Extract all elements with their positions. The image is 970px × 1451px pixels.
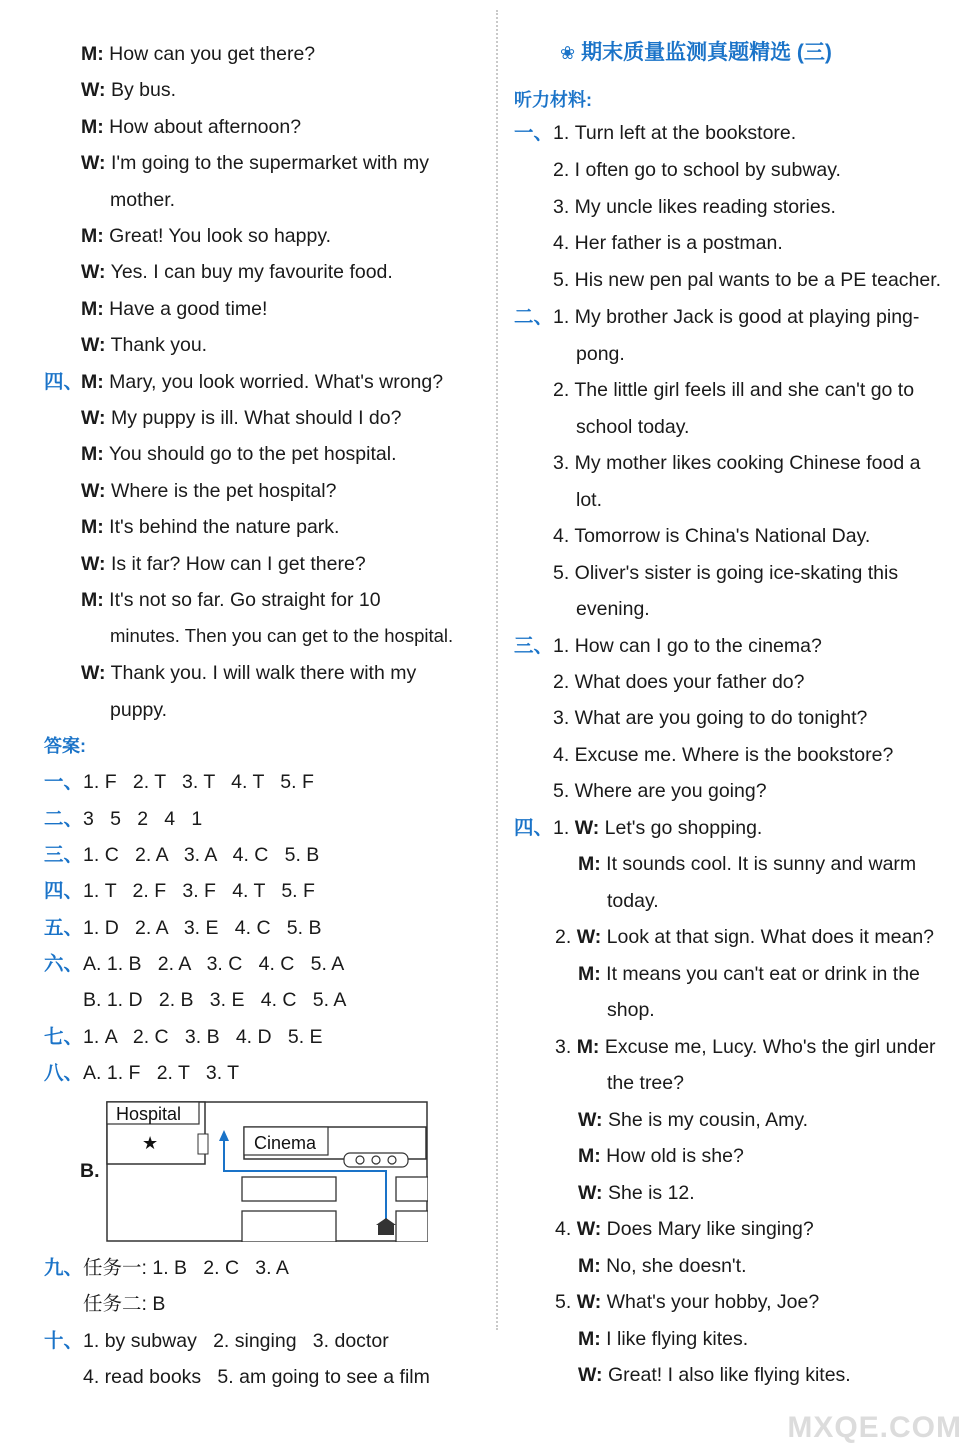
answer-row: 七、1. A 2. C 3. B 4. D 5. E — [44, 1026, 323, 1048]
dialog-line: M: You should go to the pet hospital. — [81, 443, 397, 465]
listening-line: 2. The little girl feels ill and she can't go to — [553, 379, 915, 401]
listening-line: 2. I often go to school by subway. — [553, 159, 841, 181]
listening-line: 4. Her father is a postman. — [553, 232, 783, 254]
dialog-line: W: She is 12. — [578, 1182, 695, 1204]
dialog-line: M: No, she doesn't. — [578, 1255, 747, 1277]
dialog-line: M: It sounds cool. It is sunny and warm — [578, 853, 917, 875]
dialog-line: shop. — [607, 999, 655, 1021]
building-block — [242, 1211, 336, 1242]
page-title: ❀ 期末质量监测真题精选 (三) — [560, 41, 832, 64]
dialog-line: W: She is my cousin, Amy. — [578, 1109, 809, 1131]
listening-line: 5. Where are you going? — [553, 780, 767, 802]
listening-heading: 听力材料: — [514, 90, 592, 110]
dialog-line: W: Yes. I can buy my favourite food. — [81, 261, 393, 283]
dialog-line: mother. — [110, 189, 176, 211]
listening-line: 4. Excuse me. Where is the bookstore? — [553, 744, 894, 766]
dialog-line: M: How about afternoon? — [81, 116, 302, 138]
dialog-line: W: Thank you. I will walk there with my — [81, 662, 417, 684]
listening-line: lot. — [576, 489, 603, 511]
answers-heading: 答案: — [44, 736, 86, 756]
listening-line: school today. — [576, 416, 690, 438]
star-icon: ★ — [142, 1133, 159, 1154]
answer-row: 三、1. C 2. A 3. A 4. C 5. B — [44, 844, 320, 866]
dialog-line: 4. W: Does Mary like singing? — [555, 1218, 814, 1240]
listening-line: 5. Oliver's sister is going ice-skating this — [553, 562, 899, 584]
car-icon — [344, 1153, 408, 1167]
dialog-line: W: Where is the pet hospital? — [81, 480, 337, 502]
map-label: B. — [80, 1160, 100, 1182]
dialog-line: M: It's behind the nature park. — [81, 516, 340, 538]
listening-line: 3. My uncle likes reading stories. — [553, 196, 836, 218]
dialog-line: M: How can you get there? — [81, 43, 316, 65]
hospital-door — [198, 1134, 208, 1154]
dialog-line: minutes. Then you can get to the hospital. — [110, 625, 454, 646]
listening-line: 4. Tomorrow is China's National Day. — [553, 525, 871, 547]
dialog-line: W: Thank you. — [81, 334, 208, 356]
house-icon — [378, 1225, 394, 1235]
dialog-line: M: Mary, you look worried. What's wrong? — [81, 371, 444, 393]
answer-row: 四、1. T 2. F 3. F 4. T 5. F — [44, 880, 315, 902]
answer-row: 一、1. F 2. T 3. T 4. T 5. F — [44, 771, 314, 793]
listening-line: evening. — [576, 598, 650, 620]
dialog-line: W: My puppy is ill. What should I do? — [81, 407, 402, 429]
building-block — [396, 1211, 428, 1242]
answer-row: 二、3 5 2 4 1 — [44, 808, 203, 830]
listening-line: 三、1. How can I go to the cinema? — [514, 635, 822, 657]
dialog-line: M: Have a good time! — [81, 298, 268, 320]
listening-line: 3. What are you going to do tonight? — [553, 707, 868, 729]
dialog-line: M: It means you can't eat or drink in the — [578, 963, 920, 985]
watermark: MXQE.COM — [787, 1411, 962, 1444]
listening-line: 一、1. Turn left at the bookstore. — [514, 122, 797, 144]
dialog-line: M: I like flying kites. — [578, 1328, 749, 1350]
paw-icon: ❀ — [560, 43, 576, 63]
section-number: 四、 — [44, 371, 84, 393]
dialog-line: 四、1. W: Let's go shopping. — [514, 817, 763, 839]
dialog-line: M: It's not so far. Go straight for 10 — [81, 589, 381, 611]
dialog-line: 2. W: Look at that sign. What does it mean? — [555, 926, 935, 948]
hospital-text: Hospital — [116, 1104, 182, 1124]
listening-line: pong. — [576, 343, 625, 365]
answer-row: 五、1. D 2. A 3. E 4. C 5. B — [44, 917, 322, 939]
cinema-text: Cinema — [254, 1133, 317, 1153]
listening-line: 5. His new pen pal wants to be a PE teacher. — [553, 269, 942, 291]
answer-row: 九、任务一: 1. B 2. C 3. A — [44, 1257, 289, 1279]
dialog-line: W: Great! I also like flying kites. — [578, 1364, 851, 1386]
dialog-line: 3. M: Excuse me, Lucy. Who's the girl under — [555, 1036, 936, 1058]
dialog-line: the tree? — [607, 1072, 684, 1094]
building-block — [396, 1177, 428, 1201]
route-map — [106, 1101, 428, 1242]
answer-row: B. 1. D 2. B 3. E 4. C 5. A — [83, 989, 347, 1011]
answer-row: 六、A. 1. B 2. A 3. C 4. C 5. A — [44, 953, 345, 975]
listening-line: 3. My mother likes cooking Chinese food a — [553, 452, 921, 474]
listening-line: 二、1. My brother Jack is good at playing ping- — [514, 306, 920, 328]
dialog-line: M: How old is she? — [578, 1145, 744, 1167]
dialog-line: today. — [607, 890, 659, 912]
answer-row: 任务二: B — [83, 1293, 166, 1315]
column-divider — [496, 10, 498, 1330]
dialog-line: W: I'm going to the supermarket with my — [81, 152, 429, 174]
listening-line: 2. What does your father do? — [553, 671, 805, 693]
dialog-line: M: Great! You look so happy. — [81, 225, 332, 247]
answer-row: 十、1. by subway 2. singing 3. doctor — [44, 1330, 389, 1352]
dialog-line: W: By bus. — [81, 79, 177, 101]
building-block — [242, 1177, 336, 1201]
answer-row: 八、A. 1. F 2. T 3. T — [44, 1062, 240, 1084]
answer-row: 4. read books 5. am going to see a film — [83, 1366, 430, 1388]
dialog-line: W: Is it far? How can I get there? — [81, 553, 366, 575]
dialog-line: 5. W: What's your hobby, Joe? — [555, 1291, 820, 1313]
dialog-line: puppy. — [110, 699, 168, 721]
